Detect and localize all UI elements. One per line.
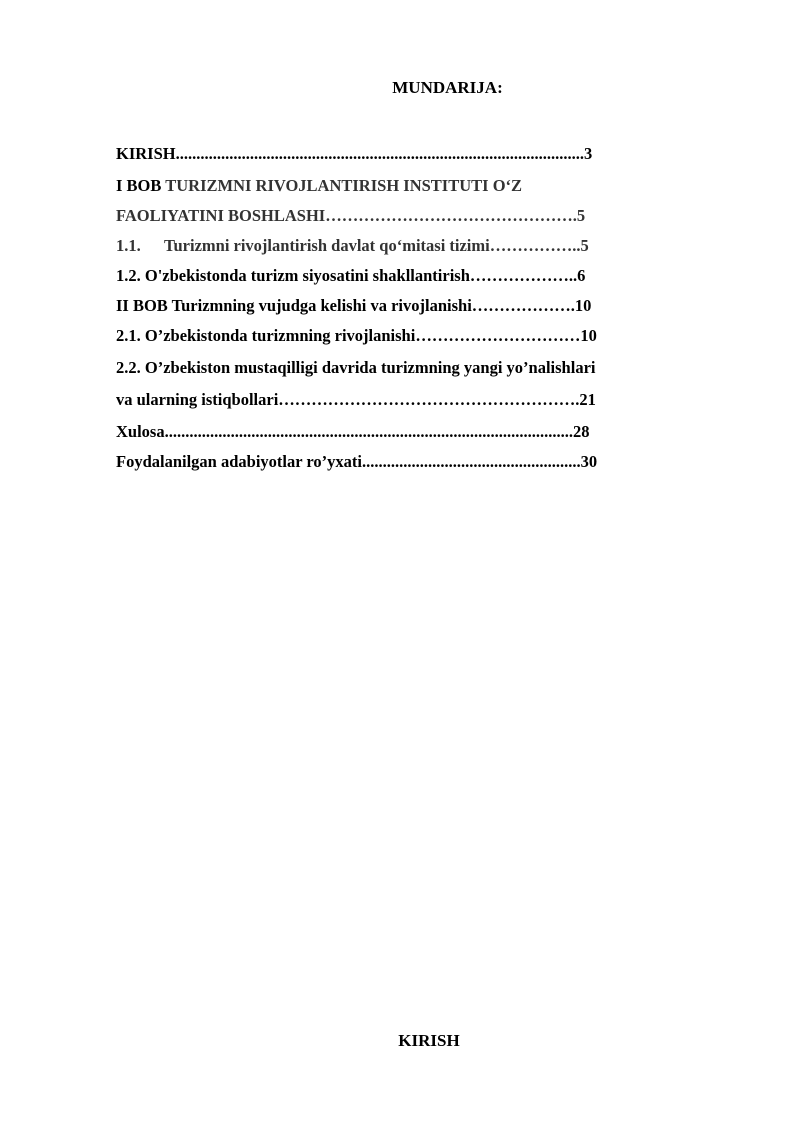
- toc-entry-text: Foydalanilgan adabiyotlar ro’yxati.....................................................30: [116, 452, 598, 471]
- toc-entry-kirish[interactable]: [116, 144, 592, 164]
- toc-entry-text: TURIZMNI RIVOJLANTIRISH INSTITUTI O‘Z: [165, 176, 523, 195]
- toc-entry-chapter-2[interactable]: [116, 296, 591, 316]
- toc-entry-adabiyotlar[interactable]: [116, 452, 597, 472]
- toc-entry-text: II BOB Turizmning vujudga kelishi va rivojlanishi……………….10: [116, 296, 592, 315]
- toc-entry-text: FAOLIYATINI BOSHLASHI……………………………………….5: [116, 206, 586, 225]
- toc-entry-prefix: I BOB: [116, 176, 162, 195]
- toc-entry-text: KIRISH...................................................................................................3: [116, 144, 593, 163]
- toc-entry-2-2-cont[interactable]: [116, 390, 596, 410]
- toc-entry-text: 2.2. O’zbekiston mustaqilligi davrida turizmning yangi yo’nalishlari: [116, 358, 596, 377]
- toc-entry-number: 1.1.: [116, 236, 141, 255]
- toc-entry-1-1[interactable]: [116, 236, 589, 256]
- toc-entry-chapter-1[interactable]: [116, 176, 522, 196]
- toc-entry-text: va ularning istiqbollari……………………………………………….21: [116, 390, 596, 409]
- toc-entry-1-2[interactable]: [116, 266, 585, 286]
- toc-entry-2-2[interactable]: [116, 358, 595, 378]
- page-title: MUNDARIJA:: [392, 78, 503, 97]
- section-heading-kirish: KIRISH: [398, 1031, 460, 1050]
- toc-entry-text: 1.2. O'zbekistonda turizm siyosatini shakllantirish………………..6: [116, 266, 586, 285]
- toc-entry-2-1[interactable]: [116, 326, 597, 346]
- toc-entry-chapter-1-cont[interactable]: [116, 206, 585, 226]
- toc-entry-xulosa[interactable]: [116, 422, 589, 442]
- toc-entry-text: Xulosa...................................................................................................28: [116, 422, 590, 441]
- toc-entry-text: Turizmni rivojlantirish davlat qo‘mitasi tizimi……………..5: [164, 236, 589, 255]
- toc-entry-text: 2.1. O’zbekistonda turizmning rivojlanishi…………………………10: [116, 326, 597, 345]
